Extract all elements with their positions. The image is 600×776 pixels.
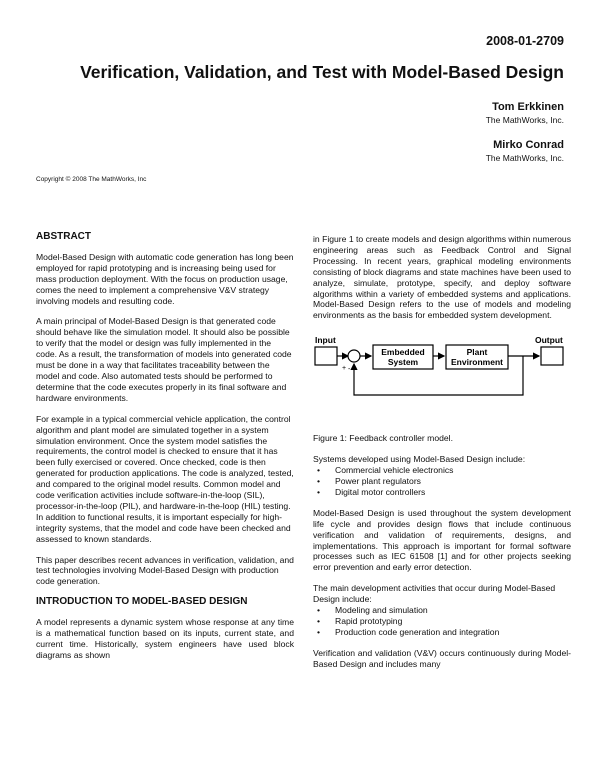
copyright-notice: Copyright © 2008 The MathWorks, Inc	[36, 176, 147, 183]
minus-sign: -	[348, 366, 351, 374]
embedded-system-label: Embedded	[381, 347, 425, 358]
systems-intro: Systems developed using Model-Based Design include:	[313, 454, 526, 465]
abstract-heading: ABSTRACT	[36, 231, 91, 242]
list-item: • Rapid prototyping	[335, 616, 571, 627]
plus-sign: +	[342, 365, 347, 373]
paper-title: Verification, Validation, and Test with Model-Based Design	[80, 62, 564, 82]
output-block	[541, 347, 563, 365]
output-label: Output	[535, 335, 563, 346]
plant-environment-label: Plant	[466, 347, 488, 358]
plant-environment-label: Environment	[451, 357, 503, 368]
intro-paragraph-continued: in Figure 1 to create models and design algorithms within numerous engineering areas such as Feedback Control and Signal Processing. In recent years, graphical modeling environments consisting of block diagrams and state machines have been used to analyze, simulate, prototype, specify, and deploy software algorithms within a variety of embedded systems and applications. Model-Based Design refers to the use of models and modeling environments as the basis for embedded system development.	[313, 234, 571, 321]
author-name: Tom Erkkinen	[492, 101, 564, 113]
right-column	[313, 234, 571, 680]
intro-paragraph: A model represents a dynamic system whose response at any time is a mathematical function based on its inputs, current state, and current time. Historically, system engineers have used block diagrams as shown	[36, 617, 294, 660]
summing-junction	[348, 350, 360, 362]
list-item: • Modeling and simulation	[335, 605, 571, 616]
author-affiliation: The MathWorks, Inc.	[485, 115, 564, 125]
abstract-paragraph: This paper describes recent advances in verification, validation, and test technologies involving Model-Based Design with production code generation.	[36, 554, 294, 587]
left-column	[36, 232, 294, 671]
paper-id: 2008-01-2709	[486, 34, 564, 48]
list-item: • Production code generation and integration	[335, 627, 571, 638]
abstract-paragraph: For example in a typical commercial vehicle application, the control algorithm and plant model are simulated together in a system simulation environment. Once the system model satisfies the requirements, the control model is checked to ensure that it has been fully exercised or covered. Once checked, code is then generated for production applications. The code is analyzed, tested, and compared to the original model results. Common model and code verification activities include software-in-the-loop (SIL), processor-in-the-loop (PIL), and hardware-in-the-loop (HIL) testing. In addition to functional results, it is important especially for high-integrity systems, that the model and code have been checked and assessed to known standards.	[36, 413, 294, 544]
list-item: • Commercial vehicle electronics	[335, 465, 571, 476]
author-block	[486, 138, 564, 164]
list-item: • Digital motor controllers	[335, 487, 571, 498]
feedback-diagram-svg	[313, 331, 571, 427]
lifecycle-paragraph: Model-Based Design is used throughout the system development life cycle and provides design flows that include continuous verification and validation of requirements, designs, and implementations. This approach is important for formal software processes such as IEC 61508 [1] and for other projects seeking error prevention and early error detection.	[313, 507, 571, 573]
input-block	[315, 347, 337, 365]
input-label: Input	[315, 335, 336, 346]
vv-paragraph: Verification and validation (V&V) occurs continuously during Model-Based Design and includes many	[313, 647, 571, 669]
figure-caption: Figure 1: Feedback controller model.	[313, 433, 453, 444]
embedded-system-label: System	[387, 357, 419, 368]
feedback-diagram	[313, 331, 571, 427]
intro-heading: INTRODUCTION TO MODEL-BASED DESIGN	[36, 596, 248, 608]
author-name: Mirko Conrad	[493, 139, 564, 151]
activities-list	[313, 605, 571, 638]
activities-intro: The main development activities that occur during Model-Based Design include:	[313, 583, 556, 605]
abstract-paragraph: Model-Based Design with automatic code generation has long been employed for rapid prototyping and is increasing being used for mass production deployment. With the focus on production usage, comes the need to implement a comprehensive V&V strategy involving models and resulting code.	[36, 251, 294, 306]
systems-list	[313, 465, 571, 498]
author-block	[486, 100, 564, 126]
abstract-paragraph: A main principal of Model-Based Design is that generated code should behave like the simulation model. It should also be possible to verify that the model or design was fully implemented in the code. As a result, the transformation of models into generated code must be done in a way that facilitates traceability between the model and code. Also automated tests should be performed to determine that the code executes properly in its final software and hardware environments.	[36, 316, 292, 403]
list-item: • Power plant regulators	[335, 476, 571, 487]
author-affiliation: The MathWorks, Inc.	[485, 153, 564, 163]
